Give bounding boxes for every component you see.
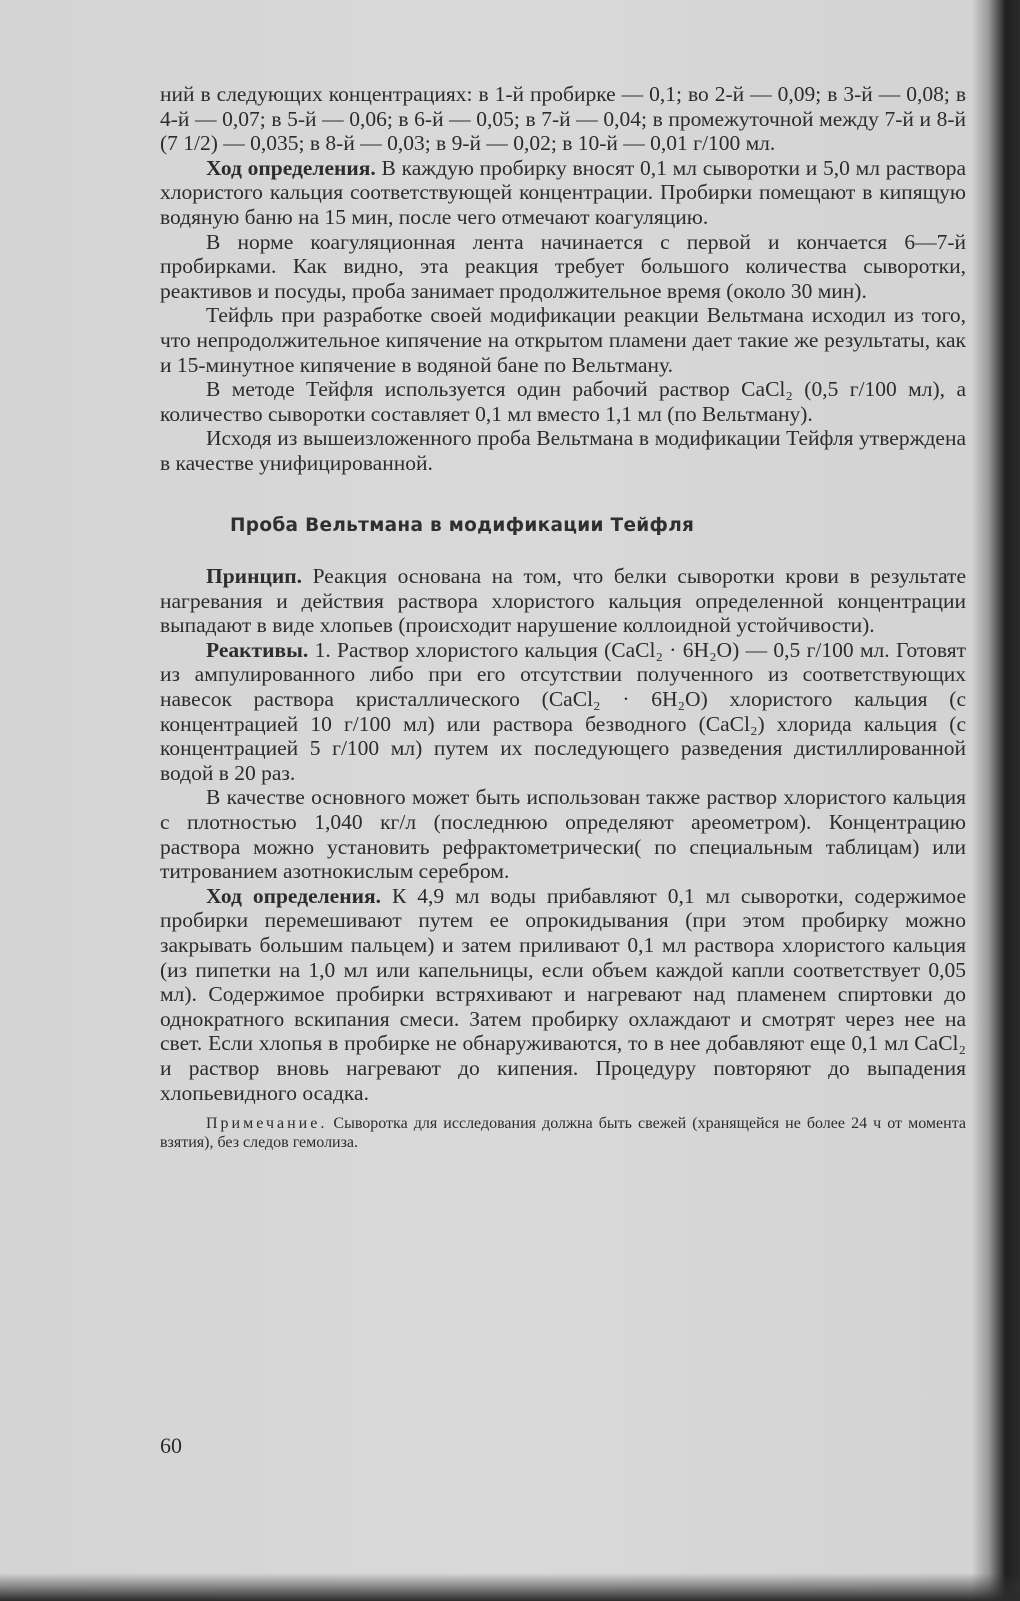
paragraph <box>160 564 966 638</box>
page-edge-shadow-right <box>972 0 1020 1601</box>
paragraph <box>160 426 966 475</box>
paragraph <box>160 785 966 883</box>
section-title: Проба Вельтмана в модификации Тейфля <box>230 514 695 536</box>
paragraph-text: В норме коагуляционная лента начинается с первой и кончается 6—7-й пробирками. Как видно, эта реакция требует большого количества сыворотки, реактивов и посуды, проба занимает продолжительное время (около 30 мин). <box>160 229 966 303</box>
paragraph-lead: Ход определения. <box>206 155 376 180</box>
paragraph <box>160 303 966 377</box>
paragraph <box>160 377 966 426</box>
footnote-label: Примечание. <box>206 1115 328 1133</box>
page-number: 60 <box>160 1433 182 1458</box>
paragraph-lead: Принцип. <box>206 564 302 589</box>
paragraph-text: 1. Раствор хлористого кальция (CaCl₂ · 6H₂O) — 0,5 г/100 мл. Готовят из ампулированного либо при его отсутствии полученного из соответствующих навесок раствора кристаллического (CaCl₂ · 6H₂O) хлористого кальция (с концентрацией 10 г/100 мл) или раствора безводного (CaCl₂) хлорида кальция (с концентрацией 5 г/100 мл) путем их последующего разведения дистиллированной водой в 20 раз. <box>160 637 966 785</box>
paragraph-text: К 4,9 мл воды прибавляют 0,1 мл сыворотки, содержимое пробирки перемешивают путем ее опрокидывания (при этом пробирку можно закрывать большим пальцем) и затем приливают 0,1 мл раствора хлористого кальция (из пипетки на 1,0 мл или капельницы, если объем каждой капли соответствует 0,05 мл). Содержимое пробирки встряхивают и нагревают над пламенем спиртовки до однократного вскипания смеси. Затем пробирку охлаждают и смотрят через нее на свет. Если хлопья в пробирке не обнаруживаются, то в нее добавляют еще 0,1 мл CaCl₂ и раствор вновь нагревают до кипения. Процедуру повторяют до выпадения хлопьевидного осадка. <box>160 883 966 1105</box>
page-edge-shadow-bottom <box>0 1573 1020 1601</box>
footnote-text: Сыворотка для исследования должна быть свежей (хранящейся не более 24 ч от момента взятия), без следов гемолиза. <box>160 1115 966 1151</box>
paragraph <box>160 884 966 1105</box>
paragraph-text: В качестве основного может быть использован также раствор хлористого кальция с плотностью 1,040 кг/л (последнюю определяют ареометром). Концентрацию раствора можно установить рефрактометрически( по специальным таблицам) или титрованием азотнокислым серебром. <box>160 785 966 884</box>
page-content <box>160 82 966 1152</box>
paragraph-text: Реакция основана на том, что белки сыворотки крови в результате нагревания и действия раствора хлористого кальция определенной концентрации выпадают в виде хлопьев (происходит нарушение коллоидной устойчивости). <box>160 564 966 638</box>
paragraph-text: ний в следующих концентрациях: в 1-й пробирке — 0,1; во 2-й — 0,09; в 3-й — 0,08; в 4-й — 0,07; в 5-й — 0,06; в 6-й — 0,05; в 7-й — 0,04; в промежуточной между 7-й и 8-й (7 1/2) — 0,035; в 8-й — 0,03; в 9-й — 0,02; в 10-й — 0,01 г/100 мл. <box>160 82 966 156</box>
footnote <box>160 1115 966 1152</box>
paragraph-lead: Ход определения. <box>206 883 381 908</box>
paragraph <box>160 156 966 230</box>
paragraph-text: В методе Тейфля используется один рабочий раствор CaCl₂ (0,5 г/100 мл), а количество сыворотки составляет 0,1 мл вместо 1,1 мл (по Вельтману). <box>160 377 966 426</box>
paragraph-text: Тейфль при разработке своей модификации реакции Вельтмана исходил из того, что непродолжительное кипячение на открытом пламени дает такие же результаты, как и 15-минутное кипячение в водяной бане по Вельтману. <box>160 303 966 377</box>
paragraph <box>160 638 966 786</box>
paragraph <box>160 82 966 156</box>
paragraph-lead: Реактивы. <box>206 637 309 662</box>
paragraph-text: Исходя из вышеизложенного проба Вельтмана в модификации Тейфля утверждена в качестве унифицированной. <box>160 426 966 475</box>
paragraph-text: В каждую пробирку вносят 0,1 мл сыворотки и 5,0 мл раствора хлористого кальция соответствующей концентрации. Пробирки помещают в кипящую водяную баню на 15 мин, после чего отмечают коагуляцию. <box>160 155 966 229</box>
paragraph <box>160 230 966 304</box>
